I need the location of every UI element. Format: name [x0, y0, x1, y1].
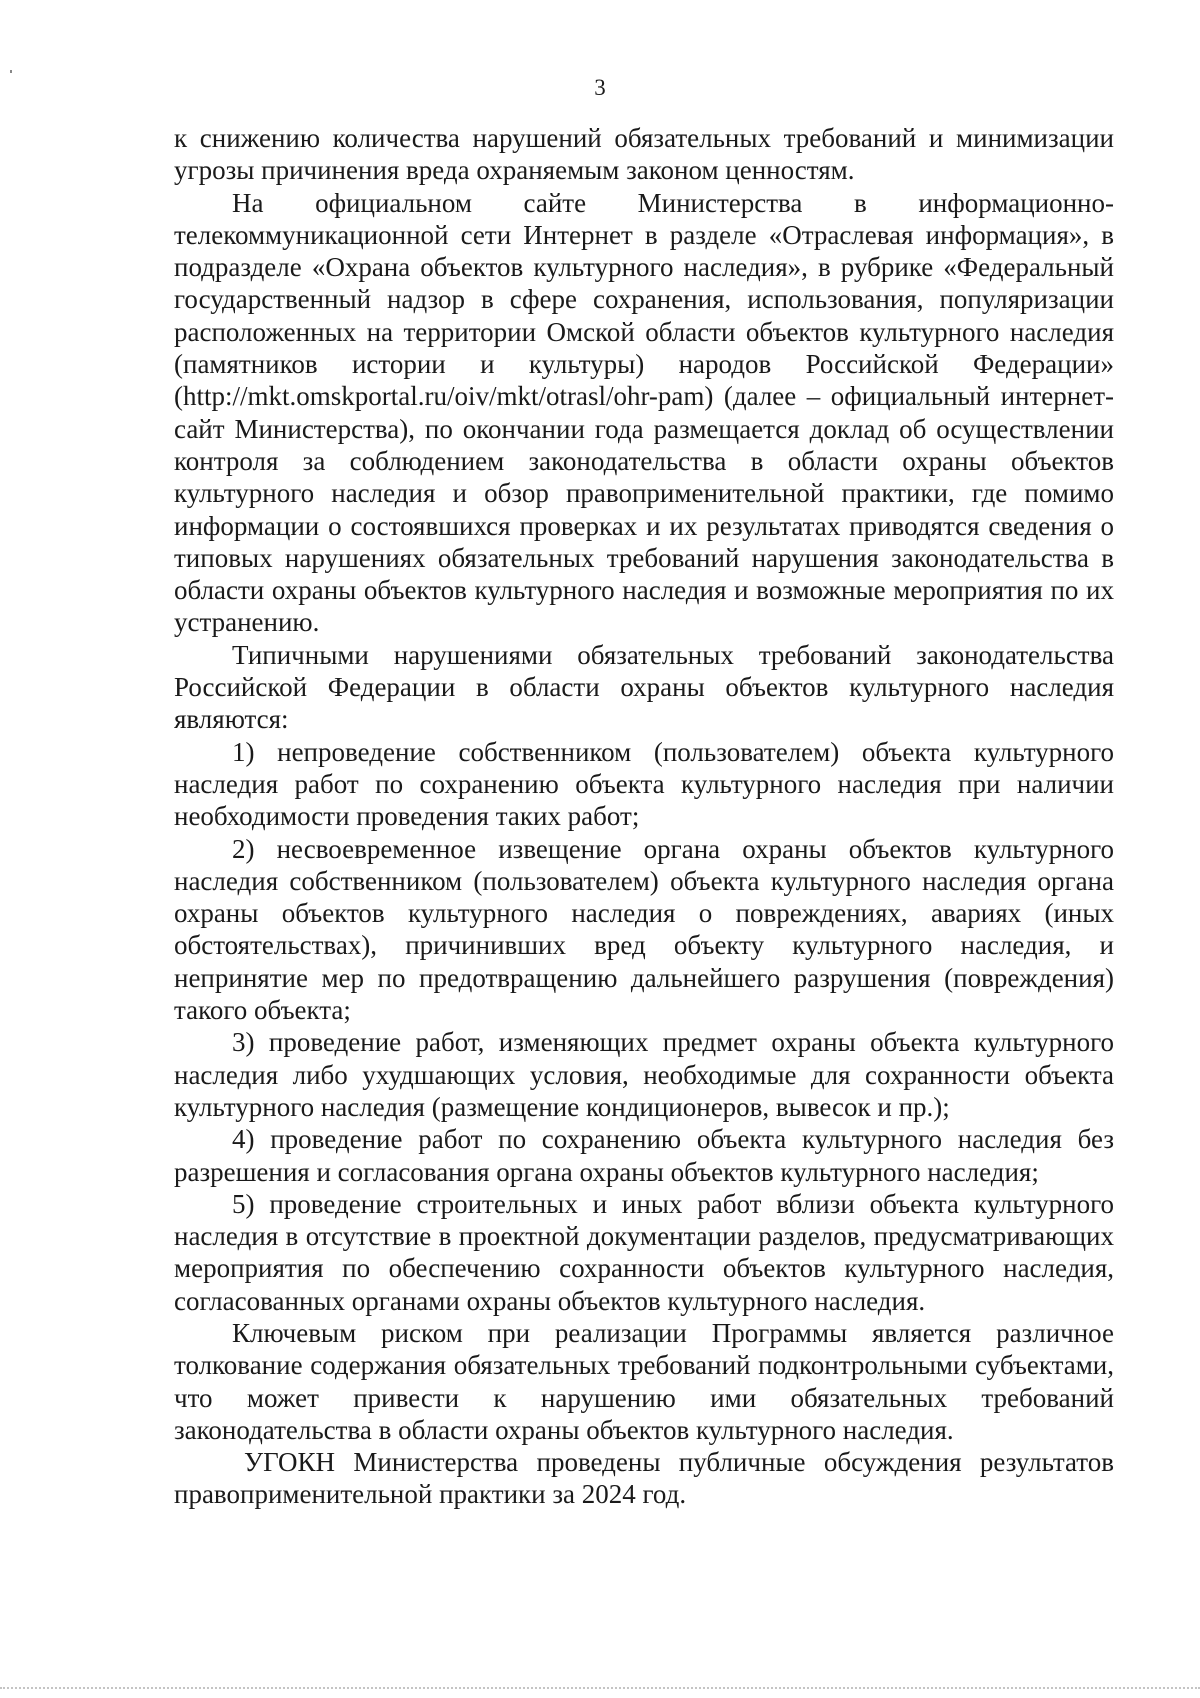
page-number: 3 — [594, 75, 606, 100]
paragraph-official-site: На официальном сайте Министерства в информационно-телекоммуникационной сети Интернет в разделе «Отраслевая информация», в подразделе «Охрана объектов культурного наследия», в рубрике «Федеральный государственный надзор в сфере сохранения, использования, популяризации расположенных на территории Омской области объектов культурного наследия (памятников истории и культуры) народов Российской Федерации» (http://mkt.omskportal.ru/oiv/mkt/otrasl/ohr-pam) (далее – официальный интернет-сайт Министерства), по окончании года размещается доклад об осуществлении контроля за соблюдением законодательства в области охраны объектов культурного наследия и обзор правоприменительной практики, где помимо информации о состоявшихся проверках и их результатах приводятся сведения о типовых нарушениях обязательных требований нарушения законодательства в области охраны объектов культурного наследия и возможные мероприятия по их устранению. — [174, 187, 1114, 638]
list-item-violation-2: 2) несвоевременное извещение органа охраны объектов культурного наследия собственником (пользователем) объекта культурного наследия органа охраны объектов культурного наследия о повреждениях, авариях (иных обстоятельствах), причинивших вред объекту культурного наследия, и непринятие мер по предотвращению дальнейшего разрушения (повреждения) такого объекта; — [174, 833, 1114, 1026]
list-item-violation-3: 3) проведение работ, изменяющих предмет охраны объекта культурного наследия либо ухудшающих условия, необходимые для сохранности объекта культурного наследия (размещение кондиционеров, вывесок и пр.); — [174, 1027, 1114, 1122]
list-item-violation-4: 4) проведение работ по сохранению объекта культурного наследия без разрешения и согласования органа охраны объектов культурного наследия; — [174, 1124, 1114, 1187]
list-item-violation-5: 5) проведение строительных и иных работ вблизи объекта культурного наследия в отсутствие в проектной документации разделов, предусматривающих мероприятия по обеспечению сохранности объектов культурного наследия, согласованных органами охраны объектов культурного наследия. — [174, 1188, 1114, 1316]
scan-bottom-edge — [0, 1687, 1200, 1689]
list-item-violation-1: 1) непроведение собственником (пользователем) объекта культурного наследия работ по сохранению объекта культурного наследия при наличии необходимости проведения таких работ; — [174, 736, 1114, 832]
paragraph-key-risk: Ключевым риском при реализации Программы является различное толкование содержания обязательных требований подконтрольными субъектами, что может привести к нарушению ими обязательных требований законодательства в области охраны объектов культурного наследия. — [174, 1317, 1114, 1445]
paragraph-continuation: к снижению количества нарушений обязательных требований и минимизации угрозы причинения вреда охраняемым законом ценностям. — [174, 123, 1114, 186]
paragraph-typical-violations-intro: Типичными нарушениями обязательных требований законодательства Российской Федерации в области охраны объектов культурного наследия являются: — [174, 639, 1114, 735]
scan-artifact — [10, 70, 12, 73]
paragraph-public-discussions: УГОКН Министерства проведены публичные обсуждения результатов правоприменительной практики за 2024 год. — [174, 1447, 1114, 1510]
document-body — [174, 122, 1114, 1511]
